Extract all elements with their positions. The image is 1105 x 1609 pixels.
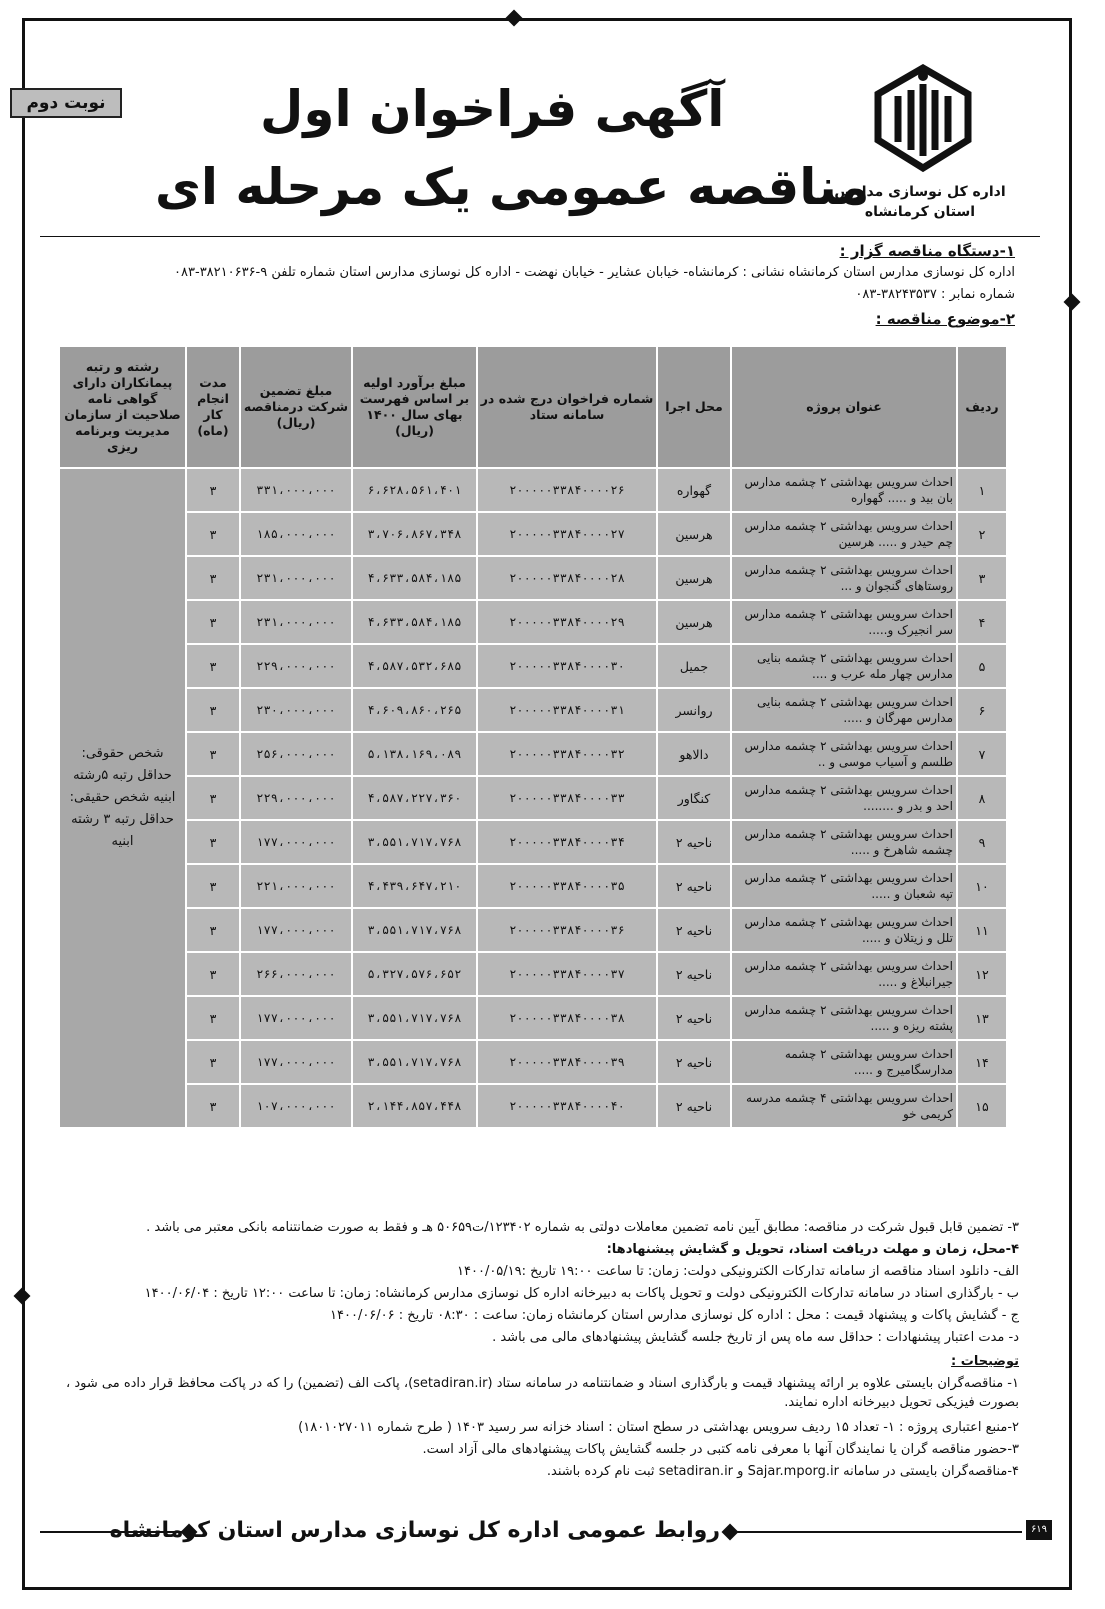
cell-duration: ۳	[186, 820, 240, 864]
cell-title: احداث سرویس بهداشتی ۴ چشمه مدرسه کریمی خو	[731, 1084, 957, 1128]
school-renovation-logo-icon	[868, 64, 978, 174]
cell-number: ۲۰۰۰۰۰۳۳۸۴۰۰۰۰۴۰	[477, 1084, 657, 1128]
cell-title: احداث سرویس بهداشتی ۲ چشمه مدارس احد و بدر و ........	[731, 776, 957, 820]
cell-guarantee: ۲۲۹،۰۰۰،۰۰۰	[240, 776, 352, 820]
table-row	[59, 996, 1007, 1040]
cell-title: احداث سرویس بهداشتی ۲ چشمه مدارس روستاهای گنجوان و ...	[731, 556, 957, 600]
header-location: محل اجرا	[657, 346, 731, 468]
cell-number: ۲۰۰۰۰۰۳۳۸۴۰۰۰۰۲۷	[477, 512, 657, 556]
table-row	[59, 512, 1007, 556]
cell-estimate: ۵،۱۳۸،۱۶۹،۰۸۹	[352, 732, 477, 776]
cell-guarantee: ۲۳۱،۰۰۰،۰۰۰	[240, 600, 352, 644]
notes-heading: توضیحات :	[951, 1354, 1019, 1369]
cell-title: احداث سرویس بهداشتی ۲ چشمه مدارس تلل و زیتلان و .....	[731, 908, 957, 952]
footer-public-relations: روابط عمومی اداره کل نوسازی مدارس استان کرمانشاه	[109, 1518, 720, 1543]
edition-badge: نوبت دوم	[10, 88, 122, 118]
header-estimate: مبلغ برآورد اولیه بر اساس فهرست بهای سال ۱۴۰۰ (ریال)	[352, 346, 477, 468]
cell-location: دالاهو	[657, 732, 731, 776]
table-row	[59, 952, 1007, 996]
cell-title: احداث سرویس بهداشتی ۲ چشمه بنایی مدارس مهرگان و .....	[731, 688, 957, 732]
cell-guarantee: ۲۵۶،۰۰۰،۰۰۰	[240, 732, 352, 776]
cell-estimate: ۲،۱۴۴،۸۵۷،۴۴۸	[352, 1084, 477, 1128]
note-4: ۴-مناقصه‌گران بایستی در سامانه Sajar.mporg.ir و setadiran.ir ثبت نام کرده باشند.	[546, 1464, 1019, 1479]
cell-title: احداث سرویس بهداشتی ۲ چشمه مدارس جیرانبلاغ و .....	[731, 952, 957, 996]
cell-duration: ۳	[186, 644, 240, 688]
header-title: عنوان پروژه	[731, 346, 957, 468]
table-row	[59, 600, 1007, 644]
cell-estimate: ۴،۵۸۷،۵۳۲،۶۸۵	[352, 644, 477, 688]
cell-estimate: ۳،۵۵۱،۷۱۷،۷۶۸	[352, 820, 477, 864]
cell-row: ۱۴	[957, 1040, 1007, 1084]
cell-duration: ۳	[186, 952, 240, 996]
cell-number: ۲۰۰۰۰۰۳۳۸۴۰۰۰۰۳۷	[477, 952, 657, 996]
cell-title: احداث سرویس بهداشتی ۲ چشمه مدارسگامیرج و .....	[731, 1040, 957, 1084]
cell-number: ۲۰۰۰۰۰۳۳۸۴۰۰۰۰۳۵	[477, 864, 657, 908]
cell-location: هرسین	[657, 512, 731, 556]
cell-row: ۹	[957, 820, 1007, 864]
section1-heading: ۱-دستگاه مناقصه گزار :	[839, 242, 1015, 260]
cell-duration: ۳	[186, 556, 240, 600]
cell-location: ناحیه ۲	[657, 996, 731, 1040]
org-name-line1: اداره کل نوسازی مدارس	[834, 184, 1006, 200]
table-row	[59, 1040, 1007, 1084]
tender-table	[58, 345, 1008, 1129]
cell-duration: ۳	[186, 1084, 240, 1128]
cell-number: ۲۰۰۰۰۰۳۳۸۴۰۰۰۰۳۳	[477, 776, 657, 820]
cell-location: روانسر	[657, 688, 731, 732]
notice-title-line2: مناقصه عمومی یک مرحله ای	[155, 158, 870, 216]
cell-title: احداث سرویس بهداشتی ۲ چشمه مدارس تپه شعبان و .....	[731, 864, 957, 908]
header-row: ردیف	[957, 346, 1007, 468]
header-duration: مدت انجام کار (ماه)	[186, 346, 240, 468]
cell-title: احداث سرویس بهداشتی ۲ چشمه مدارس چم حیدر و ..... هرسین	[731, 512, 957, 556]
cell-number: ۲۰۰۰۰۰۳۳۸۴۰۰۰۰۳۸	[477, 996, 657, 1040]
table-row	[59, 864, 1007, 908]
cell-location: کنگاور	[657, 776, 731, 820]
cell-row: ۱۰	[957, 864, 1007, 908]
cell-title: احداث سرویس بهداشتی ۲ چشمه مدارس طلسم و آسیاب موسی و ..	[731, 732, 957, 776]
table-header-row	[59, 346, 1007, 468]
cell-row: ۱	[957, 468, 1007, 512]
section4-d: د- مدت اعتبار پیشنهادات : حداقل سه ماه پس از تاریخ جلسه گشایش پیشنهادهای مالی می باشد .	[492, 1330, 1019, 1345]
cell-estimate: ۵،۳۲۷،۵۷۶،۶۵۲	[352, 952, 477, 996]
cell-number: ۲۰۰۰۰۰۳۳۸۴۰۰۰۰۳۱	[477, 688, 657, 732]
footer-divider-right	[732, 1531, 1022, 1533]
section2-heading: ۲-موضوع مناقصه :	[875, 310, 1015, 328]
cell-duration: ۳	[186, 908, 240, 952]
table-row	[59, 644, 1007, 688]
note-2: ۲-منبع اعتباری پروژه : ۱- تعداد ۱۵ ردیف سرویس بهداشتی در سطح استان : اسناد خزانه سر رسید ۱۴۰۳ ( طرح شماره ۱۸۰۱۰۲۷۰۱۱)	[298, 1420, 1019, 1435]
note-3: ۳-حضور مناقصه گران یا نمایندگان آنها با معرفی نامه کتبی در جلسه گشایش پاکات پیشنهادهای مالی آزاد است.	[422, 1442, 1019, 1457]
cell-estimate: ۴،۴۳۹،۶۴۷،۲۱۰	[352, 864, 477, 908]
section4-heading: ۴-محل، زمان و مهلت دریافت اسناد، تحویل و گشایش پیشنهادها:	[606, 1242, 1019, 1257]
cell-estimate: ۴،۶۳۳،۵۸۴،۱۸۵	[352, 556, 477, 600]
cell-title: احداث سرویس بهداشتی ۲ چشمه مدارس پشته ریزه و .....	[731, 996, 957, 1040]
header-number: شماره فراخوان درج شده در سامانه ستاد	[477, 346, 657, 468]
cell-row: ۱۳	[957, 996, 1007, 1040]
cell-number: ۲۰۰۰۰۰۳۳۸۴۰۰۰۰۳۲	[477, 732, 657, 776]
table-row	[59, 732, 1007, 776]
header-divider	[40, 236, 1040, 237]
table-row	[59, 908, 1007, 952]
org-name-line2: استان کرمانشاه	[864, 204, 976, 220]
cell-location: ناحیه ۲	[657, 1084, 731, 1128]
note-1: ۱- مناقصه‌گران بایستی علاوه بر ارائه پیشنهاد قیمت و بارگذاری اسناد و ضمانتنامه در سامانه ستاد (setadiran.ir)، پاکت الف (تضمین) را که در پاکت محافظ قرار داده می شود ، بصورت فیزیکی تحویل دبیرخانه اداره نمایند.	[66, 1376, 1019, 1410]
cell-location: جمیل	[657, 644, 731, 688]
cell-qualification: شخص حقوقی: حداقل رتبه ۵رشته ابنیه شخص حقیقی: حداقل رتبه ۳ رشته ابنیه	[59, 468, 186, 1128]
cell-row: ۱۵	[957, 1084, 1007, 1128]
cell-number: ۲۰۰۰۰۰۳۳۸۴۰۰۰۰۳۹	[477, 1040, 657, 1084]
cell-number: ۲۰۰۰۰۰۳۳۸۴۰۰۰۰۳۰	[477, 644, 657, 688]
cell-number: ۲۰۰۰۰۰۳۳۸۴۰۰۰۰۲۹	[477, 600, 657, 644]
cell-row: ۷	[957, 732, 1007, 776]
cell-number: ۲۰۰۰۰۰۳۳۸۴۰۰۰۰۲۶	[477, 468, 657, 512]
cell-row: ۴	[957, 600, 1007, 644]
org-name	[830, 182, 1010, 222]
section1-line1: اداره کل نوسازی مدارس استان کرمانشاه نشانی : کرمانشاه- خیابان عشایر - خیابان نهضت - اداره کل نوسازی مدارس استان شماره تلفن ۹-۳۸۲۱۰۶۳۶-۰۸۳	[174, 265, 1015, 280]
table-row	[59, 688, 1007, 732]
section1-line2: شماره نمابر : ۳۸۲۴۳۵۳۷-۰۸۳	[855, 287, 1015, 302]
section4-b: ب - بارگذاری اسناد در سامانه تدارکات الکترونیکی دولت و تحویل پاکات به دبیرخانه اداره کل نوسازی مدارس کرمانشاه: زمان: تا ساعت ۱۲:۰۰ تاریخ : ۱۴۰۰/۰۶/۰۴	[144, 1286, 1019, 1301]
cell-row: ۵	[957, 644, 1007, 688]
cell-duration: ۳	[186, 468, 240, 512]
cell-number: ۲۰۰۰۰۰۳۳۸۴۰۰۰۰۲۸	[477, 556, 657, 600]
cell-row: ۲	[957, 512, 1007, 556]
cell-location: ناحیه ۲	[657, 864, 731, 908]
cell-duration: ۳	[186, 996, 240, 1040]
cell-estimate: ۳،۵۵۱،۷۱۷،۷۶۸	[352, 996, 477, 1040]
cell-location: ناحیه ۲	[657, 820, 731, 864]
table-row	[59, 776, 1007, 820]
cell-row: ۱۱	[957, 908, 1007, 952]
cell-duration: ۳	[186, 1040, 240, 1084]
cell-location: گهواره	[657, 468, 731, 512]
header-qualification: رشته و رتبه پیمانکاران دارای گواهی نامه صلاحیت از سازمان مدیریت وبرنامه ریزی	[59, 346, 186, 468]
cell-guarantee: ۱۷۷،۰۰۰،۰۰۰	[240, 908, 352, 952]
cell-duration: ۳	[186, 512, 240, 556]
cell-estimate: ۳،۷۰۶،۸۶۷،۳۴۸	[352, 512, 477, 556]
header-guarantee: مبلغ تضمین شرکت درمناقصه (ریال)	[240, 346, 352, 468]
cell-location: هرسین	[657, 556, 731, 600]
cell-guarantee: ۱۷۷،۰۰۰،۰۰۰	[240, 1040, 352, 1084]
cell-row: ۳	[957, 556, 1007, 600]
table-row	[59, 1084, 1007, 1128]
cell-title: احداث سرویس بهداشتی ۲ چشمه بنایی مدارس چهار مله عرب و ....	[731, 644, 957, 688]
cell-duration: ۳	[186, 600, 240, 644]
cell-estimate: ۴،۶۰۹،۸۶۰،۲۶۵	[352, 688, 477, 732]
cell-duration: ۳	[186, 732, 240, 776]
cell-location: ناحیه ۲	[657, 908, 731, 952]
cell-row: ۸	[957, 776, 1007, 820]
cell-estimate: ۳،۵۵۱،۷۱۷،۷۶۸	[352, 1040, 477, 1084]
notice-title-line1: آگهی فراخوان اول	[260, 80, 725, 138]
cell-number: ۲۰۰۰۰۰۳۳۸۴۰۰۰۰۳۶	[477, 908, 657, 952]
cell-row: ۶	[957, 688, 1007, 732]
table-row	[59, 820, 1007, 864]
table-row	[59, 556, 1007, 600]
cell-guarantee: ۱۸۵،۰۰۰،۰۰۰	[240, 512, 352, 556]
cell-guarantee: ۲۳۱،۰۰۰،۰۰۰	[240, 556, 352, 600]
cell-row: ۱۲	[957, 952, 1007, 996]
cell-guarantee: ۳۳۱،۰۰۰،۰۰۰	[240, 468, 352, 512]
section4-c: ج - گشایش پاکات و پیشنهاد قیمت : محل : اداره کل نوسازی مدارس استان کرمانشاه زمان: ساعت : ۰۸:۳۰ تاریخ : ۱۴۰۰/۰۶/۰۶	[330, 1308, 1019, 1323]
cell-title: احداث سرویس بهداشتی ۲ چشمه مدارس سر انجیرک و.....	[731, 600, 957, 644]
cell-estimate: ۶،۶۲۸،۵۶۱،۴۰۱	[352, 468, 477, 512]
cell-number: ۲۰۰۰۰۰۳۳۸۴۰۰۰۰۳۴	[477, 820, 657, 864]
cell-guarantee: ۱۰۷،۰۰۰،۰۰۰	[240, 1084, 352, 1128]
cell-location: ناحیه ۲	[657, 952, 731, 996]
cell-location: هرسین	[657, 600, 731, 644]
cell-guarantee: ۲۲۱،۰۰۰،۰۰۰	[240, 864, 352, 908]
section4-a: الف- دانلود اسناد مناقصه از سامانه تدارکات الکترونیکی دولت: زمان: تا ساعت ۱۹:۰۰ تاریخ :۱۴۰۰/۰۵/۱۹	[457, 1264, 1019, 1279]
cell-location: ناحیه ۲	[657, 1040, 731, 1084]
cell-estimate: ۴،۶۳۳،۵۸۴،۱۸۵	[352, 600, 477, 644]
cell-estimate: ۴،۵۸۷،۲۲۷،۳۶۰	[352, 776, 477, 820]
cell-duration: ۳	[186, 776, 240, 820]
cell-duration: ۳	[186, 688, 240, 732]
cell-guarantee: ۲۶۶،۰۰۰،۰۰۰	[240, 952, 352, 996]
cell-guarantee: ۱۷۷،۰۰۰،۰۰۰	[240, 820, 352, 864]
cell-guarantee: ۱۷۷،۰۰۰،۰۰۰	[240, 996, 352, 1040]
cell-guarantee: ۲۳۰،۰۰۰،۰۰۰	[240, 688, 352, 732]
cell-estimate: ۳،۵۵۱،۷۱۷،۷۶۸	[352, 908, 477, 952]
cell-title: احداث سرویس بهداشتی ۲ چشمه مدارس بان بید و ..... گهواره	[731, 468, 957, 512]
table-row	[59, 468, 1007, 512]
section3-text: ۳- تضمین قابل قبول شرکت در مناقصه: مطابق آیین نامه تضمین معاملات دولتی به شماره ۱۲۳۴۰۲/ت۵۰۶۵۹ هـ و فقط به صورت ضمانتنامه بانکی معتبر می باشد .	[146, 1220, 1019, 1235]
cell-guarantee: ۲۲۹،۰۰۰،۰۰۰	[240, 644, 352, 688]
cell-duration: ۳	[186, 864, 240, 908]
page-number: ۶۱۹	[1026, 1520, 1052, 1540]
cell-title: احداث سرویس بهداشتی ۲ چشمه مدارس چشمه شاهرخ و .....	[731, 820, 957, 864]
